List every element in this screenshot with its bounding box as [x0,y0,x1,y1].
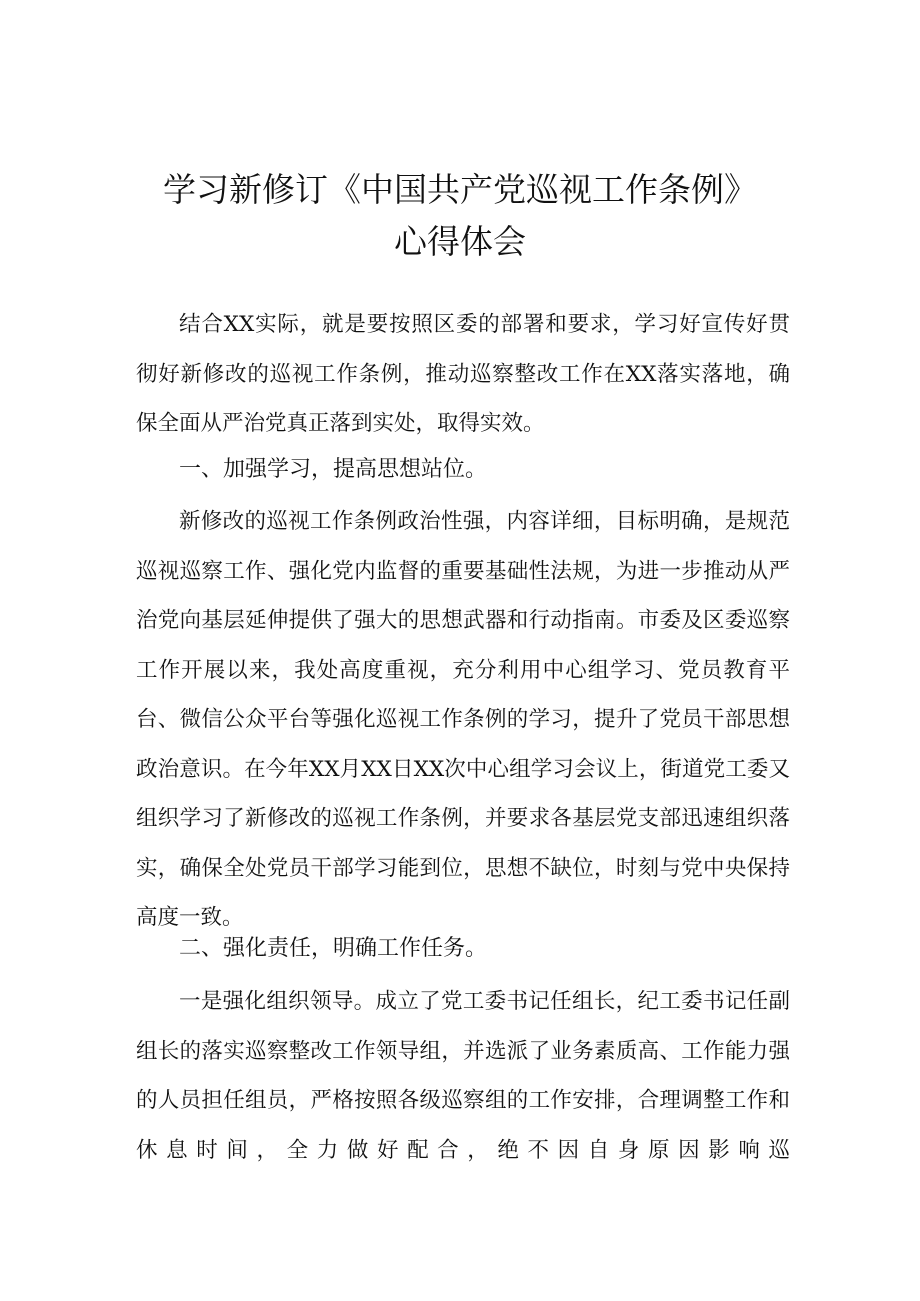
section-1-heading: 一、加强学习，提高思想站位。 [179,457,488,482]
section-1-paragraph: 新修改的巡视工作条例政治性强，内容详细，目标明确，是规范巡视巡察工作、强化党内监督的重要基础性法规，为进一步推动从严治党向基层延伸提供了强大的思想武器和行动指南。市委及区委巡察工作开展以来，我处高度重视，充分利用中心组学习、党员教育平台、微信公众平台等强化巡视工作条例的学习，提升了党员干部思想政治意识。在今年XX月XX日XX次中心组学习会议上，街道党工委又组织学习了新修改的巡视工作条例，并要求各基层党支部迅速组织落实，确保全处党员干部学习能到位，思想不缺位，时刻与党中央保持高度一致。 [136,509,790,930]
intro-paragraph: 结合XX实际，就是要按照区委的部署和要求，学习好宣传好贯彻好新修改的巡视工作条例，推动巡察整改工作在XX落实落地，确保全面从严治党真正落到实处，取得实效。 [136,312,790,436]
document-title-line-2: 心得体会 [394,222,526,261]
document-title-line-1: 学习新修订《中国共产党巡视工作条例》 [163,170,757,209]
section-2-heading: 二、强化责任，明确工作任务。 [179,936,488,961]
section-2-paragraph: 一是强化组织领导。成立了党工委书记任组长，纪工委书记任副组长的落实巡察整改工作领导组，并选派了业务素质高、工作能力强的人员担任组员，严格按照各级巡察组的工作安排，合理调整工作和休息时间，全力做好配合，绝不因自身原因影响巡 [136,989,790,1163]
